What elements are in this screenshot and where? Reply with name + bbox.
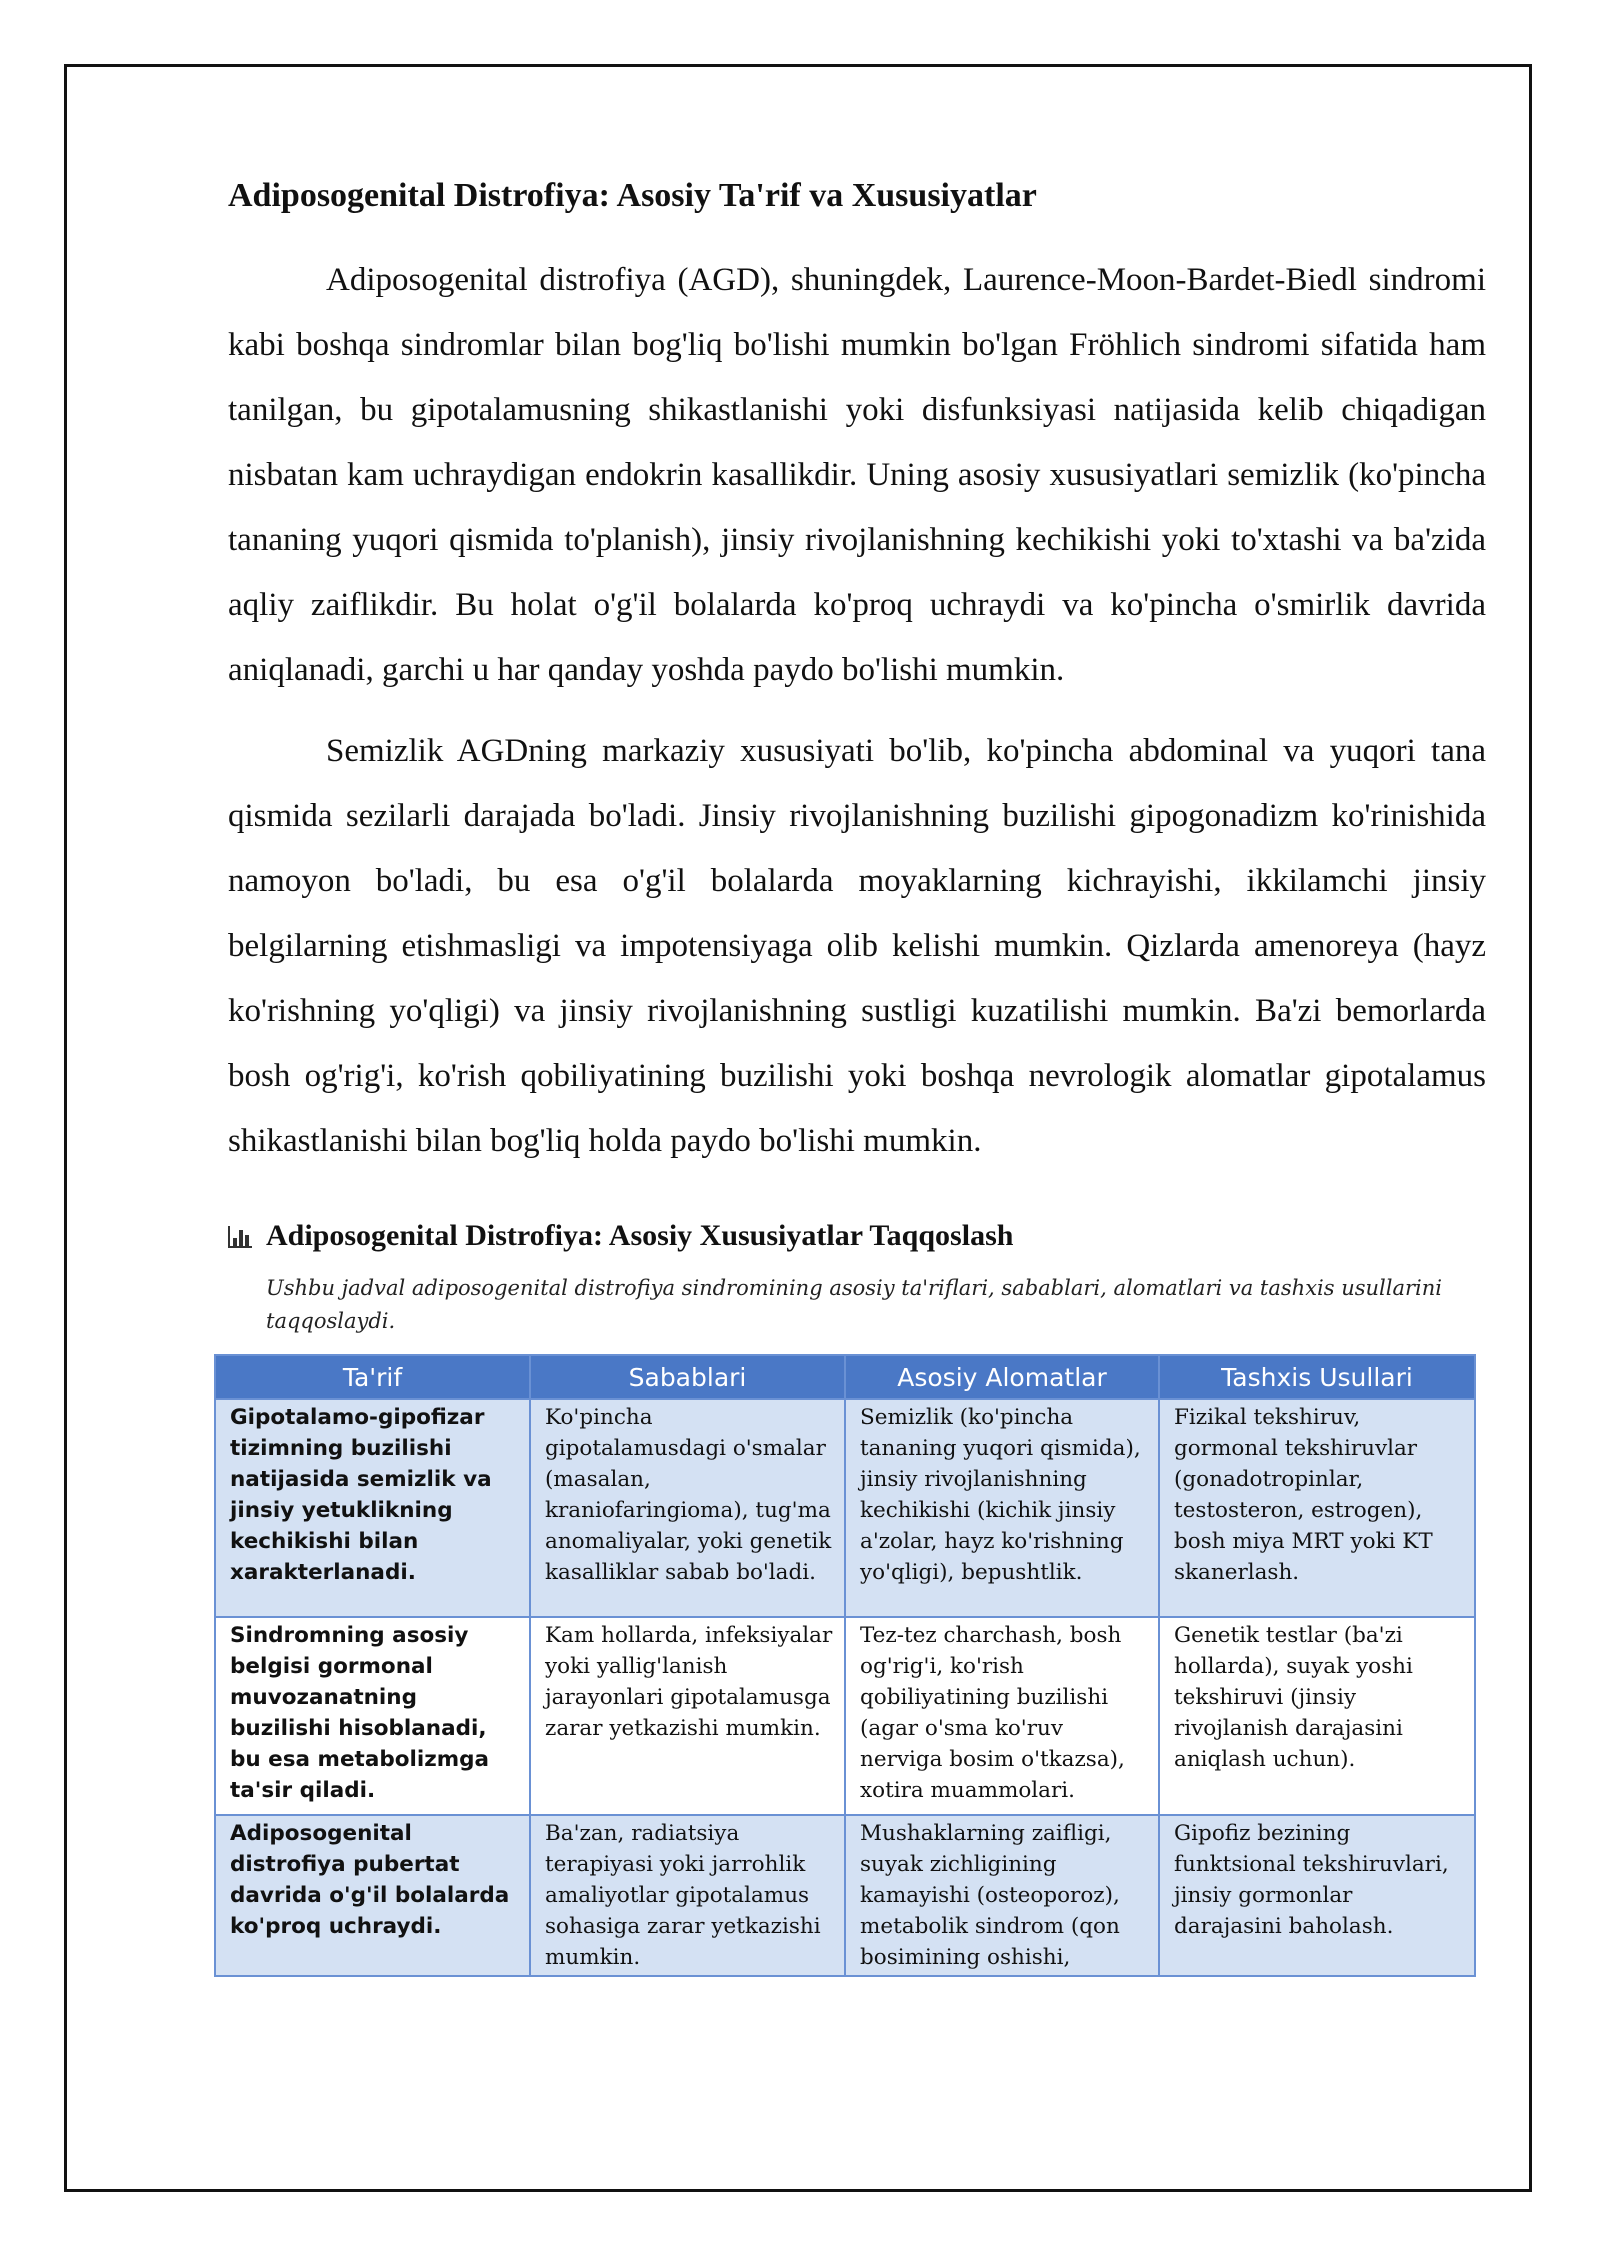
table-row [215, 1617, 1475, 1815]
table-row [215, 1815, 1475, 1976]
cell-symptoms: Semizlik (ko'pincha tananing yuqori qismida), jinsiy rivojlanishning kechikishi (kichik jinsiy a'zolar, hayz ko'rishning yo'qligi), bepushtlik. [845, 1399, 1159, 1617]
cell-causes: Ko'pincha gipotalamusdagi o'smalar (masalan, kraniofaringioma), tug'ma anomaliyalar, yoki genetik kasalliklar sabab bo'ladi. [530, 1399, 845, 1617]
header-definition: Ta'rif [215, 1355, 530, 1399]
cell-causes: Kam hollarda, infeksiyalar yoki yallig'lanish jarayonlari gipotalamusga zarar yetkazishi mumkin. [530, 1617, 845, 1815]
paragraph-symptoms: Semizlik AGDning markaziy xususiyati bo'lib, ko'pincha abdominal va yuqori tana qismida sezilarli darajada bo'ladi. Jinsiy rivojlanishning buzilishi gipogonadizm ko'rinishida namoyon bo'ladi, bu esa o'g'il bolalarda moyaklarning kichrayishi, ikkilamchi jinsiy belgilarning etishmasligi va impotensiyaga olib kelishi mumkin. Qizlarda amenoreya (hayz ko'rishning yo'qligi) va jinsiy rivojlanishning sustligi kuzatilishi mumkin. Ba'zi bemorlarda bosh og'rig'i, ko'rish qobiliyatining buzilishi yoki boshqa nevrologik alomatlar gipotalamus shikastlanishi bilan bog'liq holda paydo bo'lishi mumkin. [228, 733, 1486, 1159]
table-heading-text: Adiposogenital Distrofiya: Asosiy Xususiyatlar Taqqoslash [266, 1219, 1014, 1252]
header-causes: Sabablari [530, 1355, 845, 1399]
table-header-row [215, 1355, 1475, 1399]
cell-symptoms: Tez-tez charchash, bosh og'rig'i, ko'rish qobiliyatining buzilishi (agar o'sma ko'ruv nerviga bosim o'tkazsa), xotira muammolari. [845, 1617, 1159, 1815]
comparison-table [214, 1354, 1476, 1977]
cell-causes: Ba'zan, radiatsiya terapiyasi yoki jarrohlik amaliyotlar gipotalamus sohasiga zarar yetkazishi mumkin. [530, 1815, 845, 1976]
header-diagnosis: Tashxis Usullari [1159, 1355, 1475, 1399]
cell-definition: Gipotalamo-gipofizar tizimning buzilishi natijasida semizlik va jinsiy yetuklikning kechikishi bilan xarakterlanadi. [215, 1399, 530, 1617]
cell-diagnosis: Gipofiz bezining funktsional tekshiruvlari, jinsiy gormonlar darajasini baholash. [1159, 1815, 1475, 1976]
cell-diagnosis: Fizikal tekshiruv, gormonal tekshiruvlar (gonadotropinlar, testosteron, estrogen), bosh miya MRT yoki KT skanerlash. [1159, 1399, 1475, 1617]
cell-definition: Sindromning asosiy belgisi gormonal muvozanatning buzilishi hisoblanadi, bu esa metabolizmga ta'sir qiladi. [215, 1617, 530, 1815]
bar-chart-icon [228, 1224, 252, 1248]
cell-symptoms: Mushaklarning zaifligi, suyak zichligining kamayishi (osteoporoz), metabolik sindrom (qon bosimining oshishi, [845, 1815, 1159, 1976]
document-title: Adiposogenital Distrofiya: Asosiy Ta'rif va Xususiyatlar [228, 177, 1037, 214]
table-row [215, 1399, 1475, 1617]
table-caption: Ushbu jadval adiposogenital distrofiya sindromining asosiy ta'riflari, sabablari, alomatlari va tashxis usullarini taqqoslaydi. [266, 1276, 1442, 1333]
table-heading [228, 1216, 1486, 1256]
cell-diagnosis: Genetik testlar (ba'zi hollarda), suyak yoshi tekshiruvi (jinsiy rivojlanish darajasini aniqlash uchun). [1159, 1617, 1475, 1815]
cell-definition: Adiposogenital distrofiya pubertat davrida o'g'il bolalarda ko'proq uchraydi. [215, 1815, 530, 1976]
document-body [228, 174, 1486, 1977]
paragraph-intro: Adiposogenital distrofiya (AGD), shuningdek, Laurence-Moon-Bardet-Biedl sindromi kabi boshqa sindromlar bilan bog'liq bo'lishi mumkin bo'lgan Fröhlich sindromi sifatida ham tanilgan, bu gipotalamusning shikastlanishi yoki disfunksiyasi natijasida kelib chiqadigan nisbatan kam uchraydigan endokrin kasallikdir. Uning asosiy xususiyatlari semizlik (ko'pincha tananing yuqori qismida to'planish), jinsiy rivojlanishning kechikishi yoki to'xtashi va ba'zida aqliy zaiflikdir. Bu holat o'g'il bolalarda ko'proq uchraydi va ko'pincha o'smirlik davrida aniqlanadi, garchi u har qanday yoshda paydo bo'lishi mumkin. [228, 262, 1486, 688]
header-symptoms: Asosiy Alomatlar [845, 1355, 1159, 1399]
